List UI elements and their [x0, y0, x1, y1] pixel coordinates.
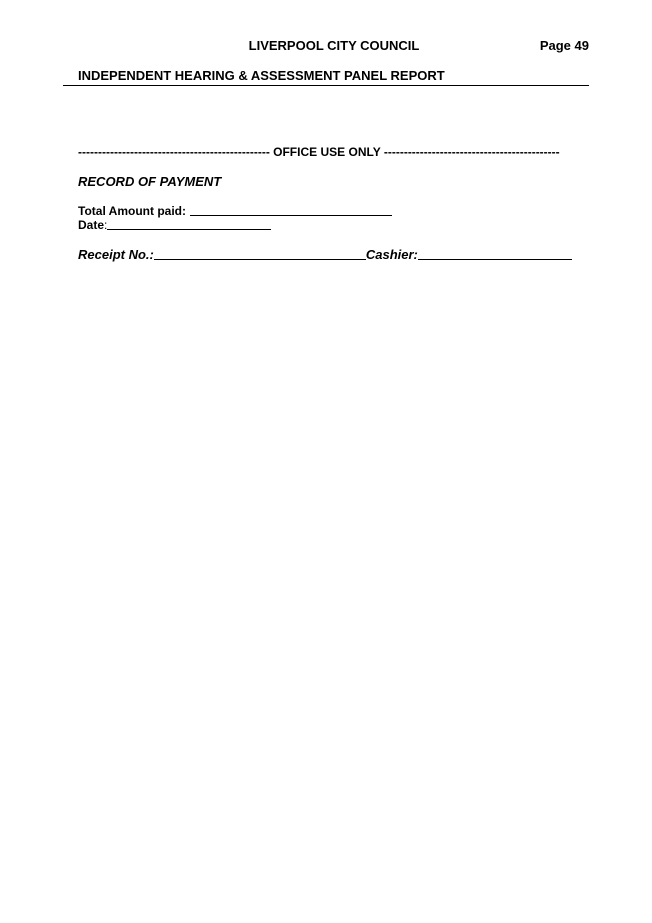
- total-amount-label: Total Amount paid:: [78, 204, 186, 218]
- date-label: Date: [78, 218, 105, 232]
- cashier-label: Cashier:: [365, 247, 418, 262]
- receipt-cashier-row: [78, 247, 572, 262]
- office-use-only-banner: ------------------------------------------------ OFFICE USE ONLY --------------------------------------------: [78, 145, 560, 159]
- receipt-number-field[interactable]: [154, 259, 366, 260]
- total-amount-field[interactable]: [190, 215, 392, 216]
- total-amount-row: [78, 204, 392, 218]
- record-of-payment-heading: RECORD OF PAYMENT: [78, 174, 222, 189]
- header-divider: [63, 85, 589, 86]
- date-colon: :: [104, 218, 108, 232]
- council-name: LIVERPOOL CITY COUNCIL: [248, 38, 420, 53]
- date-row: [78, 218, 271, 232]
- receipt-number-label: Receipt No.:: [78, 247, 154, 262]
- report-title: INDEPENDENT HEARING & ASSESSMENT PANEL REPORT: [78, 68, 445, 83]
- date-field[interactable]: [107, 229, 271, 230]
- page-number: Page 49: [539, 38, 589, 53]
- cashier-field[interactable]: [418, 259, 572, 260]
